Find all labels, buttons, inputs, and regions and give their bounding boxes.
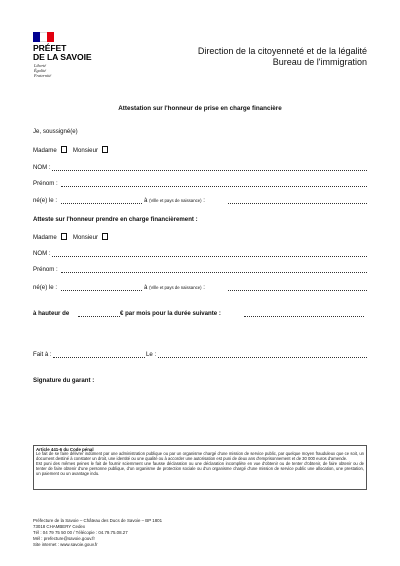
guarantor-nom-field[interactable] — [52, 170, 367, 171]
intro-label: Je, soussigné(e) — [33, 128, 78, 135]
motto-liberte: Liberté — [34, 63, 47, 68]
birth-hint-2: (Ville et pays de naissance) — [149, 285, 202, 290]
colon: : — [203, 197, 205, 204]
guarantor-birthplace-field[interactable] — [228, 203, 367, 204]
beneficiary-prenom-field[interactable] — [61, 272, 367, 273]
date-field[interactable] — [158, 357, 367, 358]
republic-motto — [34, 63, 51, 78]
motto-fraternite: Fraternité — [34, 73, 52, 78]
duration-field[interactable] — [244, 316, 364, 317]
header-bureau: Bureau de l'immigration — [272, 57, 367, 67]
beneficiary-birthdate-label: né(e) le : — [33, 284, 58, 291]
motto-egalite: Égalité — [34, 68, 47, 73]
footer-phone: Tél : 04 79 75 50 00 / Télécopie : 04.79.75.08.27 — [33, 530, 128, 535]
amount-field[interactable] — [78, 316, 120, 317]
document-title: Attestation sur l'honneur de prise en charge financière — [118, 105, 282, 112]
logo-title-line1: PRÉFET — [33, 43, 67, 53]
madame-checkbox-2[interactable] — [61, 233, 68, 240]
prefect-logo-title — [33, 44, 92, 62]
madame-label-2: Madame — [33, 234, 57, 241]
a-word: à — [144, 197, 148, 204]
guarantor-birthdate-label: né(e) le : — [33, 197, 58, 204]
guarantor-prenom-field[interactable] — [61, 186, 367, 187]
beneficiary-civility-row — [33, 233, 108, 242]
amount-middle: € par mois pour la durée suivante : — [120, 310, 221, 317]
beneficiary-nom-label: NOM : — [33, 250, 51, 257]
signature-label: Signature du garant : — [33, 377, 95, 384]
footer-address — [33, 518, 162, 548]
department-header — [198, 46, 367, 68]
beneficiary-birthplace-field[interactable] — [228, 290, 367, 291]
fait-a-label: Fait à : — [33, 351, 52, 358]
monsieur-label: Monsieur — [72, 147, 98, 154]
flag-red — [47, 32, 54, 42]
attest-heading: Atteste sur l'honneur prendre en charge financièrement : — [33, 216, 198, 223]
birth-hint: (Ville et pays de naissance) — [149, 198, 202, 203]
logo-title-line2: DE LA SAVOIE — [33, 52, 92, 62]
beneficiary-birthdate-field[interactable] — [61, 290, 142, 291]
madame-checkbox[interactable] — [61, 146, 68, 153]
penal-code-box — [33, 445, 367, 490]
guarantor-nom-label: NOM : — [33, 164, 51, 171]
law-paragraph-1: Le fait de se faire délivrer indûment par une administration publique ou par un organisme chargé d'une mission de service public, par quelque moyen frauduleux que ce soit, un document destiné à constater un droit, une identité ou une qualité ou à accorder une autorisation est puni de deux ans d'emprisonnement et de 30 000 euros d'amende. — [36, 451, 364, 461]
monsieur-checkbox[interactable] — [102, 146, 109, 153]
le-label: Le : — [146, 351, 157, 358]
flag-blue — [33, 32, 40, 42]
header-direction: Direction de la citoyenneté et de la légalité — [197, 46, 367, 56]
guarantor-birthdate-field[interactable] — [61, 203, 142, 204]
guarantor-a-label — [144, 197, 205, 205]
footer-website[interactable]: Site internet : www.savoie.gouv.fr — [33, 542, 98, 547]
monsieur-label-2: Monsieur — [72, 234, 98, 241]
guarantor-prenom-label: Prénom : — [33, 180, 58, 187]
monsieur-checkbox-2[interactable] — [102, 233, 109, 240]
footer-email[interactable]: Mél : prefecture@savoie.gouv.fr — [33, 536, 95, 541]
beneficiary-nom-field[interactable] — [52, 256, 367, 257]
a-word-2: à — [144, 284, 148, 291]
colon-2: : — [203, 284, 205, 291]
madame-label: Madame — [33, 147, 57, 154]
marianne-flag-icon — [33, 32, 54, 42]
law-paragraph-2: Est puni des mêmes peines le fait de fournir sciemment une fausse déclaration ou une déclaration incomplète en vue d'obtenir ou de tenter d'obtenir, de faire obtenir ou de tenter de faire obtenir d'une personne publique, d'un organisme de protection sociale ou d'un organisme chargé d'une mission de service public une allocation, une prestation, un paiement ou un avantage indu. — [36, 460, 364, 476]
guarantor-civility-row — [33, 146, 108, 155]
footer-line2: 73018 CHAMBERY Cedex — [33, 524, 86, 529]
beneficiary-prenom-label: Prénom : — [33, 266, 58, 273]
footer-line1: Préfecture de la Savoie – Château des Ducs de Savoie – BP 1801 — [33, 518, 163, 523]
law-title: Article 441-6 du Code pénal — [36, 447, 94, 452]
beneficiary-a-label — [144, 284, 205, 292]
fait-a-field[interactable] — [53, 357, 145, 358]
amount-prefix: à hauteur de — [33, 310, 70, 317]
flag-white — [40, 32, 47, 42]
